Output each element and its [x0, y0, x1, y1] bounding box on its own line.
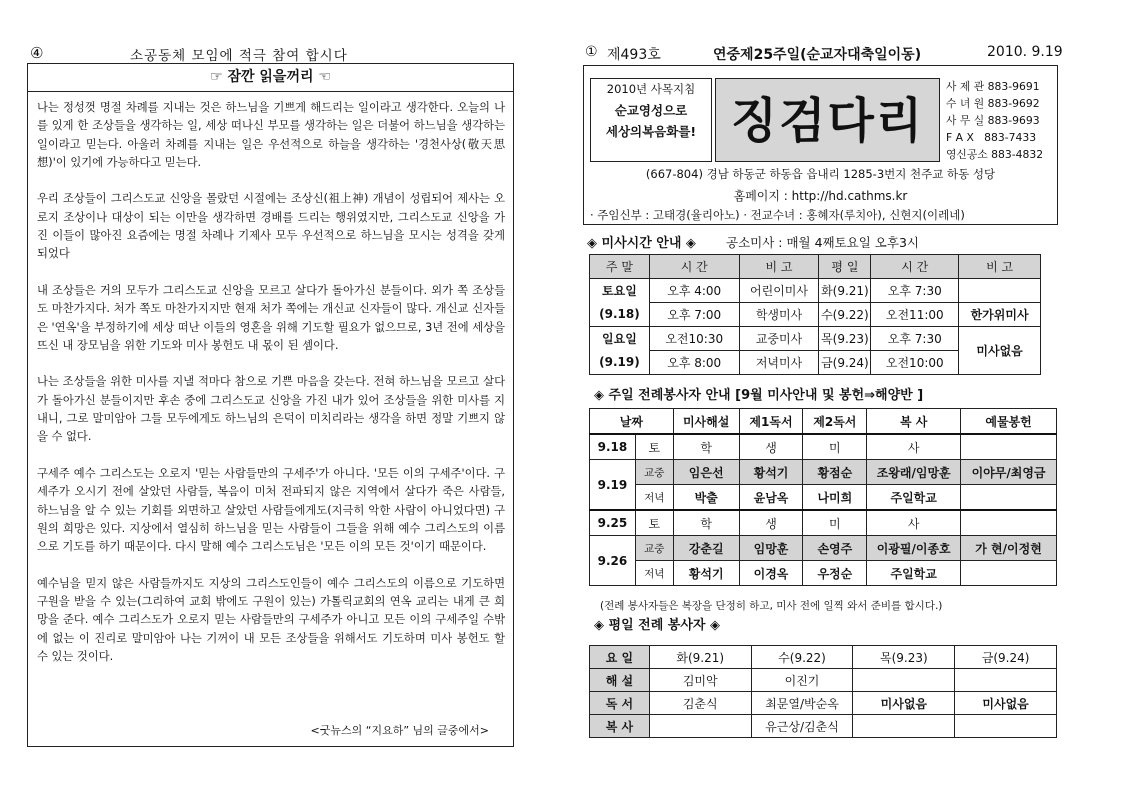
header-cell: 날짜	[590, 409, 674, 435]
server-cell: 임망훈	[739, 536, 803, 561]
weekday-time: 오전11:00	[871, 303, 959, 327]
day-cell: 토	[635, 510, 673, 536]
weekday-note: 한가위미사	[959, 303, 1041, 327]
day-date: (9.19)	[599, 354, 640, 369]
source-credit: <굿뉴스의 “지요하” 님의 글중에서>	[310, 724, 489, 737]
paragraph: 나는 조상들을 위한 미사를 지낼 적마다 참으로 기쁜 마음을 갖는다. 전혀 하느님을 모르고 살다가 돌아가신 분들이지만 후손 중에 그리스도교 신앙을 가진 내가 있어 조상들을 위한 미사를 지내니, 그로 말미암아 그들 모두에게도 하느님의 은덕이 미치리라는 생각을 하면 정말 기쁘지 않을 수 없다.	[37, 375, 505, 444]
mass-type-cell: 교중	[635, 536, 673, 561]
server-cell: 이광필/이종호	[867, 536, 961, 561]
server-cell: 황석기	[739, 460, 803, 485]
student-mass-cell: 사	[867, 510, 961, 536]
header-cell: 시 간	[649, 255, 739, 279]
student-mass-cell: 생	[739, 510, 803, 536]
header-cell: 화(9.21)	[649, 646, 751, 669]
mass-type-cell: 교중	[635, 460, 673, 485]
header-cell: 비 고	[739, 255, 819, 279]
contact-line: 수 녀 원 883-9692	[946, 97, 1040, 110]
servers-section-title: ◈ 주일 전례봉사자 안내 [9월 미사안내 및 봉헌⇒해양반 ]	[594, 388, 924, 403]
staff-line: · 주임신부 : 고태경(율리아노) · 전교수녀 : 홍혜자(루치아), 신현지(이레네)	[590, 208, 965, 222]
sunday-servers-table	[589, 408, 1057, 586]
header-cell: 목(9.23)	[853, 646, 955, 669]
server-cell: 임은선	[673, 460, 739, 485]
server-cell: 주일학교	[867, 485, 961, 511]
day-label: 일요일	[602, 331, 637, 346]
header-cell: 비 고	[959, 255, 1041, 279]
day-cell: 토	[635, 434, 673, 460]
paragraph: 구세주 예수 그리스도는 오로지 '믿는 사람들만의 구세주'가 아니다. '모든 이의 구세주'이다. 구세주가 오시기 전에 살았던 사람들, 복음이 미처 전파되지 않은 지역에서 살다가 죽은 사람들, 하느님을 알 수 있는 기회를 외면하고 살았던 사람들에게도(지극히 악한 사람이 아니었다면) 구원의 희망은 있다. 지상에서 열심히 하느님을 믿는 사람들이 그들을 위해 예수 그리스도의 이름으로 기도를 하기 때문이다. 다시 말해 예수 그리스도님은 '모든 이의 모든 것'이기 때문이다.	[37, 466, 505, 554]
server-cell: 이야무/최영금	[961, 460, 1057, 485]
student-mass-cell: 미	[803, 434, 867, 460]
student-mass-cell: 학	[673, 434, 739, 460]
saturday-cell	[590, 279, 650, 327]
bulletin-date: 2010. 9.19	[987, 44, 1063, 60]
server-cell: 우정순	[803, 561, 867, 586]
empty-cell	[853, 715, 955, 738]
header-cell: 금(9.24)	[955, 646, 1057, 669]
mass-note: 저녁미사	[739, 351, 819, 375]
server-cell: 김미악	[649, 669, 751, 692]
empty-cell	[961, 561, 1057, 586]
mass-type-cell: 저녁	[635, 485, 673, 511]
student-mass-cell: 생	[739, 434, 803, 460]
motto-year: 2010년 사목지침	[606, 82, 696, 96]
server-cell: 가 현/이정현	[961, 536, 1057, 561]
date-cell: 9.25	[590, 510, 636, 536]
header-cell: 제2독서	[803, 409, 867, 435]
header-cell: 예물봉헌	[961, 409, 1057, 435]
reading-body	[37, 99, 505, 685]
header-cell: 제1독서	[739, 409, 803, 435]
date-cell: 9.18	[590, 434, 636, 460]
empty-cell	[955, 715, 1057, 738]
contact-list	[946, 78, 1054, 163]
date-cell: 9.26	[590, 536, 636, 586]
server-cell: 조왕래/임망훈	[867, 460, 961, 485]
page-number-right: ①	[585, 44, 598, 60]
empty-cell	[955, 669, 1057, 692]
day-date: (9.18)	[599, 306, 640, 321]
mass-type-cell: 저녁	[635, 561, 673, 586]
empty-cell	[961, 510, 1057, 536]
issue-number: 제493호	[607, 47, 661, 63]
contact-line: F A X 883-7433	[946, 131, 1037, 144]
server-cell: 황석기	[673, 561, 739, 586]
weekday: 화(9.21)	[819, 279, 871, 303]
weekday-time: 오전10:00	[871, 351, 959, 375]
row-label: 독 서	[590, 692, 650, 715]
server-cell: 박출	[673, 485, 739, 511]
contact-line: 사 제 관 883-9691	[946, 80, 1040, 93]
server-cell: 나미희	[803, 485, 867, 511]
server-cell: 김춘식	[649, 692, 751, 715]
header-cell: 요 일	[590, 646, 650, 669]
sunday-cell	[590, 327, 650, 375]
mass-time: 오후 7:00	[649, 303, 739, 327]
paragraph: 내 조상들은 거의 모두가 그리스도교 신앙을 모르고 살다가 돌아가신 분들이다. 외가 쪽 조상들도 마찬가지다. 처가 쪽도 마찬가지지만 현재 처가 쪽에는 개신교 신자들이 많다. 개신교 신자들은 '연옥'을 부정하기에 세상 떠난 이들의 영혼을 위해 기도할 필요가 없으므로, 3년 전에 세상을 뜨신 내 장모님을 위한 기도와 미사 봉헌도 내 몫이 된 셈이다.	[37, 283, 505, 352]
motto-line: 세상의복음화를!	[605, 124, 697, 139]
header-cell: 수(9.22)	[751, 646, 853, 669]
paragraph: 우리 조상들이 그리스도교 신앙을 몰랐던 시절에는 조상신(祖上神) 개념이 성립되어 제사는 오로지 조상이나 대상이 되는 이만을 생각하면 경배를 드리는 행위였지만, 그리스도교 신앙을 가진 이들이 많아진 요즘에는 명절 차례나 기제사 모두 우선적으로 하느님을 모시는 성격을 갖게 되었다	[37, 192, 506, 261]
weekday-time: 오후 7:30	[871, 327, 959, 351]
header-cell: 복 사	[867, 409, 961, 435]
no-mass-cell: 미사없음	[959, 327, 1041, 375]
weekday: 금(9.24)	[819, 351, 871, 375]
weekday: 목(9.23)	[819, 327, 871, 351]
church-address: (667-804) 경남 하동군 하동읍 읍내리 1285-3번지 천주교 하동 성당	[645, 167, 996, 181]
reading-box	[27, 63, 514, 747]
weekday-note	[959, 279, 1041, 303]
empty-cell	[649, 715, 751, 738]
gongso-mass-note: 공소미사 : 매월 4째토요일 오후3시	[726, 235, 919, 250]
mass-note: 학생미사	[739, 303, 819, 327]
server-cell: 미사없음	[853, 692, 955, 715]
paragraph: 예수님을 믿지 않은 사람들까지도 지상의 그리스도인들이 예수 그리스도의 이름으로 기도하면 구원을 받을 수 있는(그리하여 교회 밖에도 구원이 있는) 가톨릭교회의 연옥 교리는 내게 큰 희망을 준다. 예수 그리스도가 오로지 믿는 사람들만의 구세주가 아니고 모든 이의 구세주일 수밖에 없는 이 진리로 말미암아 나는 기꺼이 내 모든 조상들을 위해서도 기도하며 미사 봉헌도 할 수 있는 것이다.	[37, 576, 505, 663]
weekday: 수(9.22)	[819, 303, 871, 327]
server-cell: 손영주	[803, 536, 867, 561]
weekday-section-title: ◈ 평일 전례 봉사자 ◈	[594, 618, 721, 633]
mass-note: 어린이미사	[739, 279, 819, 303]
server-cell: 유근상/김춘식	[751, 715, 853, 738]
paragraph: 나는 정성껏 명절 차례를 지내는 것은 하느님을 기쁘게 해드리는 일이라고 생각한다. 오늘의 나를 있게 한 조상들을 생각하는 일, 세상 떠나신 부모를 생각하는 일은 더불어 하느님을 생각하는 일이라고 믿는다. 아울러 차례를 지내는 일은 우선적으로 하늘을 생각하는 '경천사상(敬天思想)'이 있기에 가능하다고 믿는다.	[37, 101, 505, 169]
empty-cell	[853, 669, 955, 692]
empty-cell	[961, 434, 1057, 460]
date-cell: 9.19	[590, 460, 636, 511]
page-number-left: ④	[30, 44, 44, 62]
empty-cell	[961, 485, 1057, 511]
sunday-title: 연중제25주일(순교자대축일이동)	[713, 47, 922, 63]
student-mass-cell: 학	[673, 510, 739, 536]
mass-time: 오전10:30	[649, 327, 739, 351]
masthead	[583, 65, 1058, 225]
header-cell: 평 일	[819, 255, 871, 279]
server-cell: 윤남옥	[739, 485, 803, 511]
pastoral-motto	[590, 78, 712, 162]
motto-line: 순교영성으로	[614, 103, 688, 118]
weekday-time: 오후 7:30	[871, 279, 959, 303]
row-label: 해 설	[590, 669, 650, 692]
server-cell: 황점순	[803, 460, 867, 485]
header-cell: 시 간	[871, 255, 959, 279]
contact-line: 영신공소 883-4832	[946, 148, 1044, 161]
server-cell: 강춘길	[673, 536, 739, 561]
bulletin-logo: 징검다리	[715, 78, 940, 162]
mass-schedule-table	[589, 254, 1041, 375]
weekday-servers-table	[589, 645, 1057, 738]
mass-time: 오후 8:00	[649, 351, 739, 375]
servers-note: (전례 봉사자들은 복장을 단정히 하고, 미사 전에 일찍 와서 준비를 합시다.)	[600, 600, 943, 612]
server-cell: 주일학교	[867, 561, 961, 586]
day-label: 토요일	[602, 283, 637, 298]
row-label: 복 사	[590, 715, 650, 738]
student-mass-cell: 사	[867, 434, 961, 460]
student-mass-cell: 미	[803, 510, 867, 536]
slogan: 소공동체 모임에 적극 참여 합시다	[130, 48, 348, 64]
server-cell: 최문열/박순옥	[751, 692, 853, 715]
reading-heading: ☞ 잠깐 읽을꺼리 ☜	[28, 64, 513, 92]
server-cell: 미사없음	[955, 692, 1057, 715]
mass-section-title: ◈ 미사시간 안내 ◈	[587, 236, 696, 251]
server-cell: 이진기	[751, 669, 853, 692]
contact-line: 사 무 실 883-9693	[946, 114, 1040, 127]
mass-time: 오후 4:00	[649, 279, 739, 303]
header-cell: 미사해설	[673, 409, 739, 435]
homepage-link[interactable]: 홈페이지 : http://hd.cathms.kr	[733, 189, 908, 203]
header-cell: 주 말	[590, 255, 650, 279]
mass-note: 교중미사	[739, 327, 819, 351]
server-cell: 이경옥	[739, 561, 803, 586]
